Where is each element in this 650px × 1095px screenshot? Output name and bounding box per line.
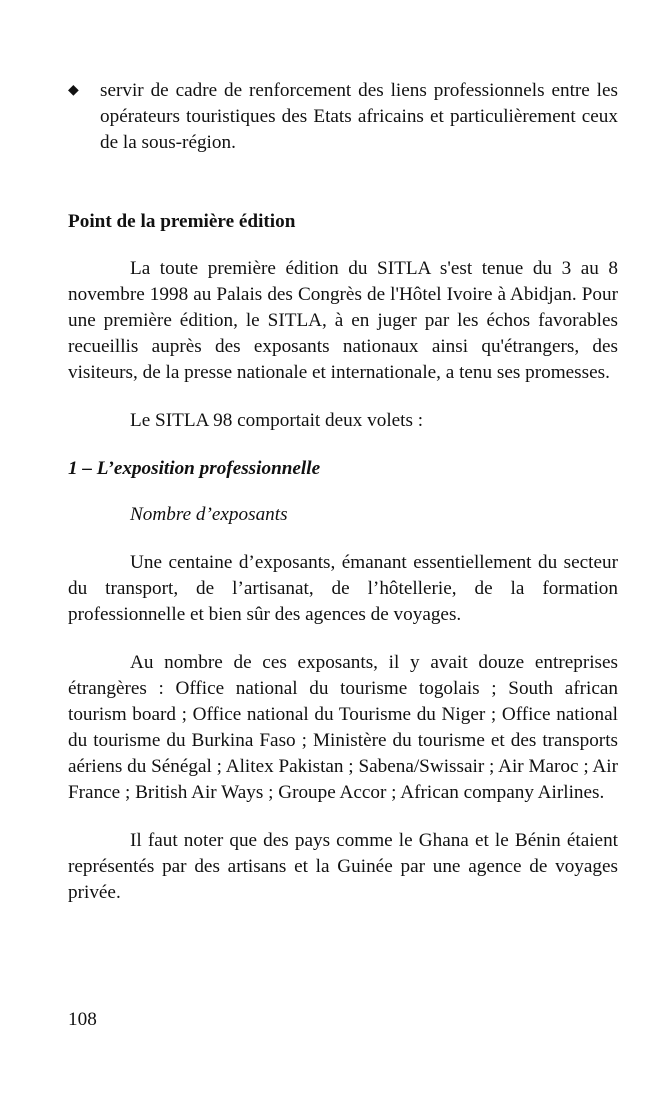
diamond-bullet-icon: ◆ [68,83,79,98]
paragraph-exhibitors: Une centaine d’exposants, émanant essentiellement du secteur du transport, de l’artisanat, de l’hôtellerie, de la formation professionnelle et bien sûr des agences de voyages. [68,552,618,625]
subsection-heading: 1 – L’exposition professionnelle [68,458,321,479]
paragraph-first-edition: La toute première édition du SITLA s'est tenue du 3 au 8 novembre 1998 au Palais des Congrès de l'Hôtel Ivoire à Abidjan. Pour une première édition, le SITLA, à en juger par les échos favorables recueillis auprès des exposants nationaux ainsi qu'étrangers, des visiteurs, de la presse nationale et internationale, a tenu ses promesses. [68,258,618,383]
paragraph-foreign-companies: Au nombre de ces exposants, il y avait douze entreprises étrangères : Office national du tourisme togolais ; South african tourism board ; Office national du Tourisme du Niger ; Office national du tourisme du Burkina Faso ; Ministère du tourisme et des transports aériens du Sénégal ; Alitex Pakistan ; Sabena/Swissair ; Air Maroc ; Air France ; British Air Ways ; Groupe Accor ; African company Airlines. [68,652,618,803]
bullet-list-item [68,78,618,156]
section-heading: Point de la première édition [68,211,296,232]
bullet-text: servir de cadre de renforcement des liens professionnels entre les opérateurs touristiques des Etats africains et particulièrement ceux de la sous-région. [100,80,618,153]
italic-subheading: Nombre d’exposants [130,504,288,525]
paragraph-countries: Il faut noter que des pays comme le Ghana et le Bénin étaient représentés par des artisans et la Guinée par une agence de voyages privée. [68,830,618,903]
page-content [68,78,618,906]
paragraph-two-parts: Le SITLA 98 comportait deux volets : [130,410,424,431]
page-number: 108 [68,1009,97,1030]
